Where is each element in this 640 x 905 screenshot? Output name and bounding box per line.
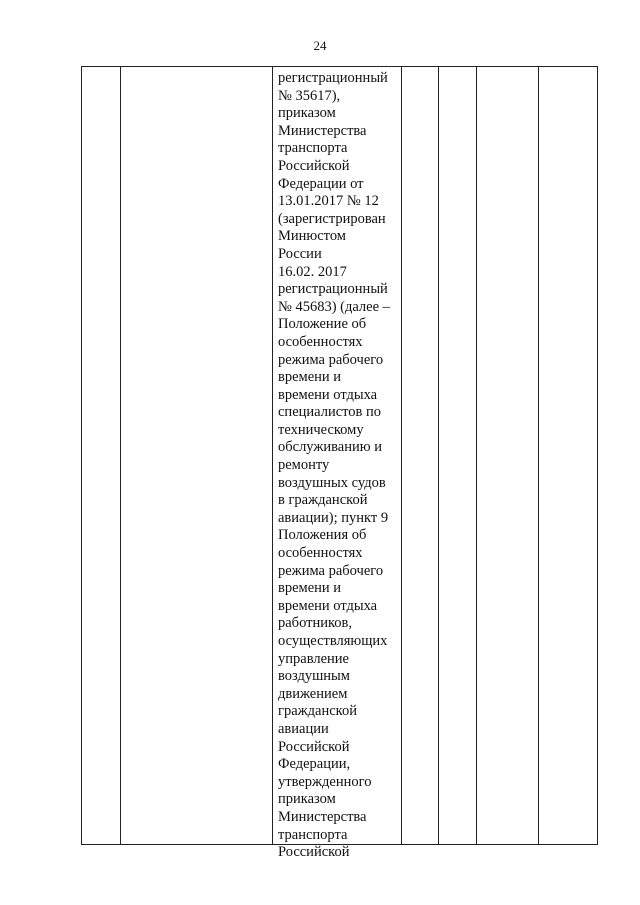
cell-line: обслуживанию и: [278, 439, 382, 456]
cell-line: Министерства: [278, 122, 367, 139]
cell-line: особенностях: [278, 545, 363, 562]
cell-line: управление: [278, 650, 349, 667]
cell-line: времени отдыха: [278, 597, 378, 614]
cell-line: техническому: [278, 421, 364, 438]
column-divider: [272, 67, 273, 844]
cell-line: 13.01.2017 № 12: [278, 193, 379, 210]
cell-line: времени и: [278, 580, 342, 597]
cell-line: приказом: [278, 105, 336, 122]
cell-line: России: [278, 245, 322, 262]
cell-line: Положение об: [278, 316, 367, 333]
cell-line: осуществляющих: [278, 633, 388, 649]
cell-line: гражданской: [278, 703, 357, 720]
column-divider: [120, 67, 121, 844]
cell-line: № 45683) (далее –: [278, 298, 390, 315]
document-table: [81, 66, 598, 861]
cell-line: ремонту: [278, 457, 330, 474]
cell-line: в гражданской: [278, 492, 368, 509]
cell-line: Российской: [278, 844, 350, 861]
cell-line: Федерации,: [278, 756, 351, 773]
cell-line: режима рабочего: [278, 351, 384, 368]
cell-line: особенностях: [278, 333, 363, 350]
cell-line: транспорта: [278, 826, 348, 843]
cell-line: авиации); пункт 9: [278, 509, 389, 526]
cell-line: приказом: [278, 791, 336, 808]
cell-line: авиации: [278, 720, 329, 737]
cell-line: 16.02. 2017: [278, 263, 347, 280]
page-number: 24: [313, 38, 327, 53]
cell-line: воздушных судов: [278, 474, 386, 491]
cell-line: регистрационный: [278, 70, 388, 86]
cell-line: времени и: [278, 369, 342, 386]
cell-line: работников,: [278, 615, 353, 632]
column-divider: [538, 67, 539, 844]
legal-reference-cell: [278, 70, 404, 862]
cell-line: времени отдыха: [278, 386, 378, 403]
cell-line: воздушным: [278, 668, 350, 685]
cell-line: Положения об: [278, 527, 367, 544]
cell-line: Минюстом: [278, 228, 346, 245]
cell-line: специалистов по: [278, 404, 382, 421]
cell-line: № 35617),: [278, 87, 341, 104]
cell-line: движением: [278, 685, 348, 702]
cell-line: транспорта: [278, 140, 348, 157]
cell-line: режима рабочего: [278, 562, 384, 579]
cell-line: регистрационный: [278, 281, 388, 298]
cell-line: (зарегистрирован: [278, 210, 386, 227]
column-divider: [476, 67, 477, 844]
cell-line: Федерации от: [278, 175, 364, 192]
cell-line: Российской: [278, 157, 350, 174]
cell-line: Министерства: [278, 808, 367, 825]
cell-line: Российской: [278, 738, 350, 755]
column-divider: [438, 67, 439, 844]
cell-line: утвержденного: [278, 773, 372, 790]
